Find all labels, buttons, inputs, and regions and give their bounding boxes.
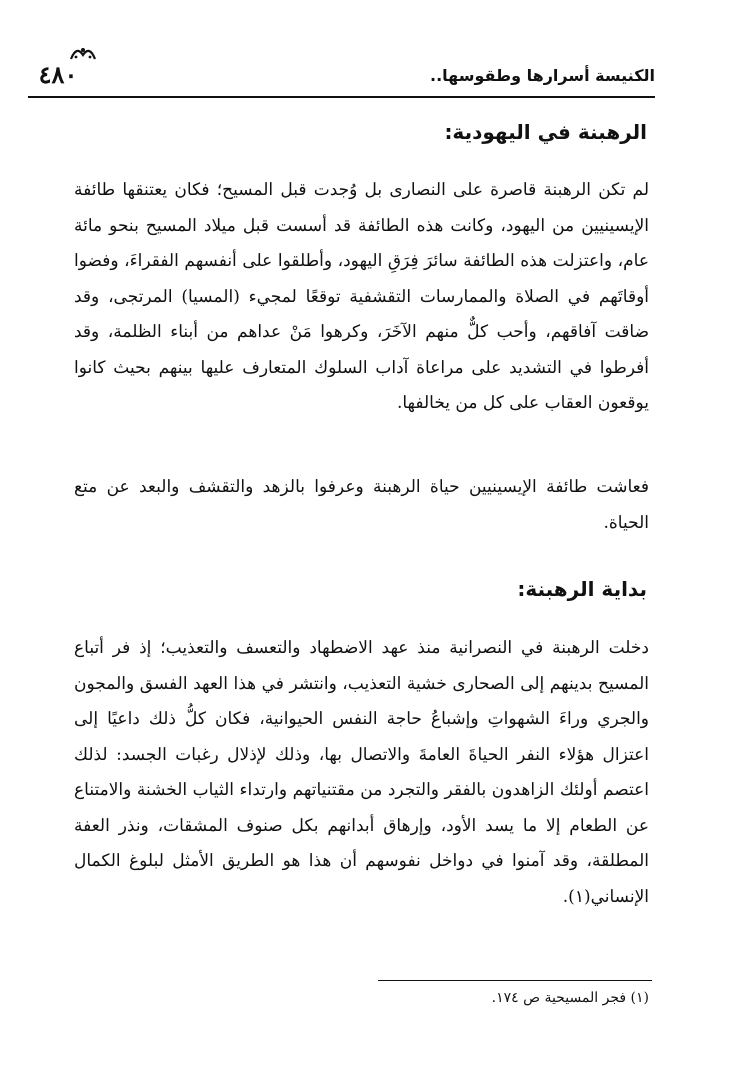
section-heading-beginning: بداية الرهبنة: [517,577,647,601]
section-heading-judaism: الرهبنة في اليهودية: [444,120,647,144]
page-number: ٤٨٠ [38,60,78,89]
footnote-divider [378,980,652,981]
paragraph-beginning-1: دخلت الرهبنة في النصرانية منذ عهد الاضطهاد والتعسف والتعذيب؛ إذ فر أتباع المسيح بدينهم إلى الصحارى خشية التعذيب، وانتشر في هذا العهد الفسق والمجون والجري وراءَ الشهواتِ وإشباعُ حاجة النفس الحيوانية، فكان كلُّ ذلك داعيًا إلى اعتزال هؤلاء النفر الحياةَ العامةَ والاتصال بها، وذلك لإذلال رغبات الجسد: لذلك اعتصم أولئك الزاهدون بالفقر والتجرد من مقتنياتهم وارتداء الثياب الخشنة والامتناع عن الطعام إلا ما يسد الأود، وإرهاق أبدانهم بكل صنوف المشقات، ونذر العفة المطلقة، وقد آمنوا في دواخل نفوسهم أن هذا هو الطريق الأمثل لبلوغ الكمال الإنساني(١). [74,638,649,907]
footnote: (١) فجر المسيحية ص ١٧٤. [491,990,649,1006]
paragraph-judaism-1: لم تكن الرهبنة قاصرة على النصارى بل وُجدت قبل المسيح؛ فكان يعتنقها طائفة الإيسينيين من اليهود، وكانت هذه الطائفة قد أسست قبل ميلاد المسيح بنحو مائة عام، واعتزلت هذه الطائفة سائرَ فِرَقِ اليهود، وأطلقوا على أنفسهم الفقراءَ، وفضوا أوقاتَهم في الصلاة والممارسات التقشفية توقعًا لمجيء (المسيا) المرتجى، وقد ضاقت آفاقهم، وأحب كلٌّ منهم الآخَرَ، وكرهوا مَنْ عداهم من أبناء الظلمة، وقد أفرطوا في التشديد على مراعاة آداب السلوك المتعارف عليها بينهم بحيث كانوا يوقعون العقاب على كل من يخالفها. [74,180,649,413]
paragraph-judaism-2: فعاشت طائفة الإيسينيين حياة الرهبنة وعرفوا بالزهد والتقشف والبعد عن متع الحياة. [74,477,649,533]
book-title: الكنيسة أسرارها وطقوسها.. [430,66,655,85]
running-header [28,54,655,98]
